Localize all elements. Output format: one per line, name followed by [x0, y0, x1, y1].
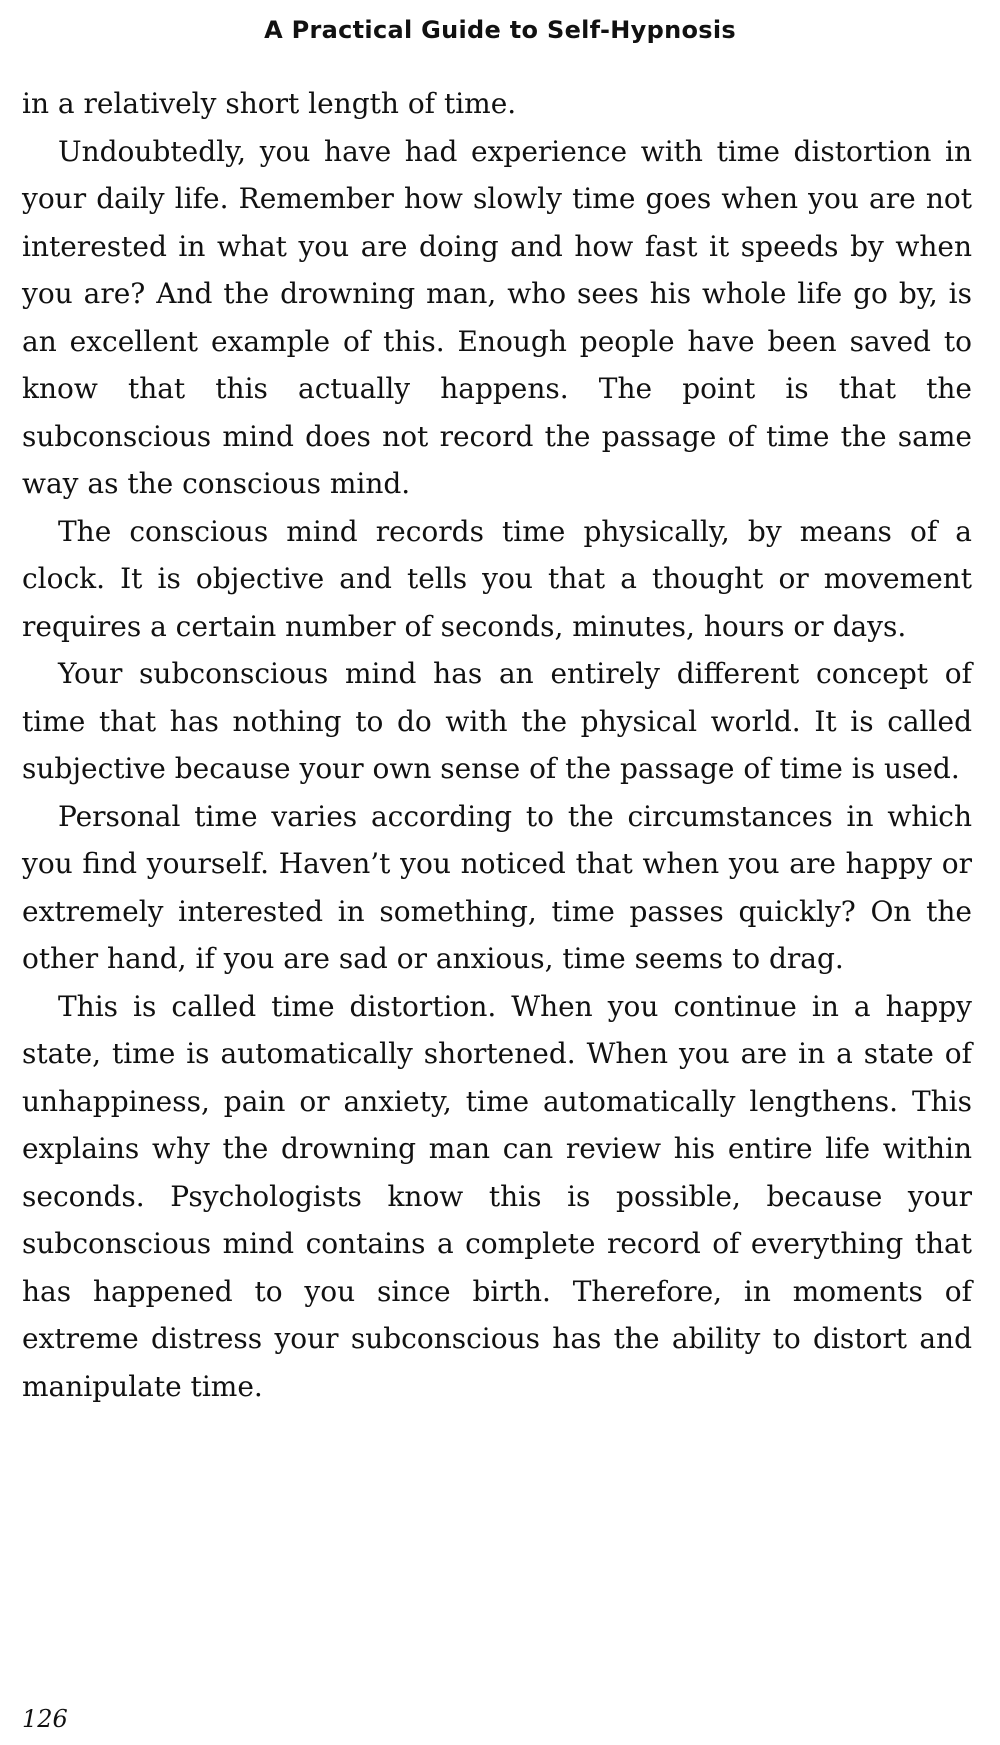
paragraph-subconscious-concept: Your subconscious mind has an entirely different concept of time that has nothing to do with the physical world. It is called subjective because your own sense of the passage of time is used.: [22, 657, 972, 785]
paragraph-time-distortion-definition: This is called time distortion. When you continue in a happy state, time is automatically shortened. When you are in a state of unhappiness, pain or anxiety, time automatically lengthens. This explains why the drowning man can review his entire life within seconds. Psychologists know this is possible, because your subconscious mind contains a complete record of everything that has happened to you since birth. Therefore, in moments of extreme distress your subconscious has the ability to distort and manipulate time.: [22, 989, 972, 1403]
running-head: A Practical Guide to Self-Hypnosis: [264, 16, 736, 44]
paragraph-time-distortion-experience: Undoubtedly, you have had experience with time distortion in your daily life. Remember how slowly time goes when you are not interested in what you are doing and how fast it speeds by when you are? And the drowning man, who sees his whole life go by, is an excellent example of this. Enough people have been saved to know that this actually happens. The point is that the subconscious mind does not record the passage of time the same way as the conscious mind.: [22, 134, 972, 500]
paragraph-conscious-mind-time: The conscious mind records time physically, by means of a clock. It is objective and tells you that a thought or movement requires a certain number of seconds, minutes, hours or days.: [22, 514, 972, 643]
paragraph-personal-time: Personal time varies according to the circumstances in which you find yourself. Haven’t you noticed that when you are happy or extremely interested in something, time passes quickly? On the other hand, if you are sad or anxious, time seems to drag.: [22, 799, 972, 975]
paragraph-continued: in a relatively short length of time.: [22, 87, 517, 120]
body-text: [22, 80, 972, 1410]
page-number: 126: [22, 1705, 68, 1733]
